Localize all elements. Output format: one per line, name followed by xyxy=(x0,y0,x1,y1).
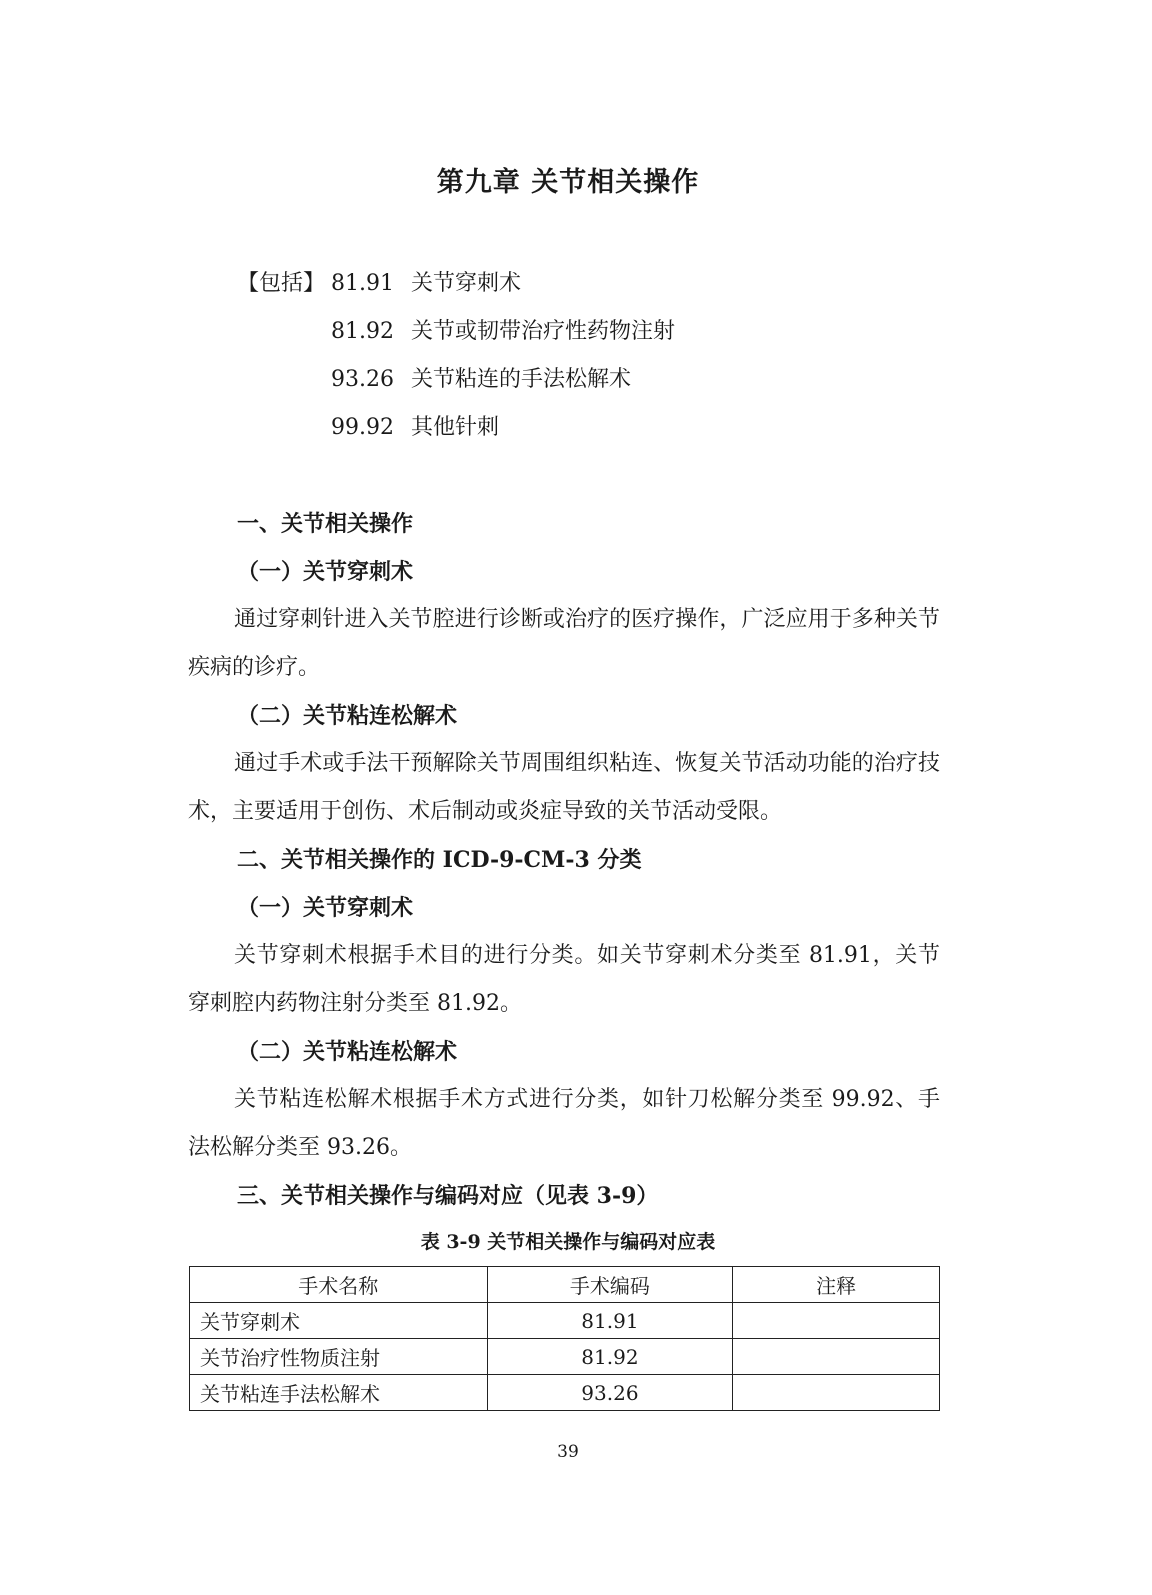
table-caption: 表 3-9 关节相关操作与编码对应表 xyxy=(420,1231,716,1253)
section-heading: 三、关节相关操作与编码对应（见表 3-9） xyxy=(237,1183,659,1209)
table-cell-name: 关节穿刺术 xyxy=(190,1303,488,1339)
table-cell-note xyxy=(733,1303,940,1339)
table-row xyxy=(190,1303,940,1339)
table-header-row xyxy=(190,1267,940,1303)
include-row xyxy=(237,362,631,398)
table-header-cell: 注释 xyxy=(733,1267,940,1303)
table-cell-code: 81.91 xyxy=(487,1303,733,1339)
table-cell-code: 93.26 xyxy=(487,1375,733,1411)
include-code: 99.92 xyxy=(331,415,394,440)
section-heading: 二、关节相关操作的 ICD-9-CM-3 分类 xyxy=(237,847,642,873)
table-header-cell: 手术编码 xyxy=(487,1267,733,1303)
paragraph: 通过穿刺针进入关节腔进行诊断或治疗的医疗操作，广泛应用于多种关节疾病的诊疗。 xyxy=(188,607,940,680)
paragraph: 关节粘连松解术根据手术方式进行分类，如针刀松解分类至 99.92、手法松解分类至 93.26。 xyxy=(188,1087,940,1160)
section-heading: 一、关节相关操作 xyxy=(237,511,414,537)
page-number: 39 xyxy=(557,1442,579,1462)
include-code: 93.26 xyxy=(331,367,394,392)
include-name: 关节穿刺术 xyxy=(411,271,522,296)
include-label: 【包括】 xyxy=(237,271,326,296)
paragraph: 通过手术或手法干预解除关节周围组织粘连、恢复关节活动功能的治疗技术，主要适用于创伤、术后制动或炎症导致的关节活动受限。 xyxy=(188,751,940,824)
subsection-heading: （一）关节穿刺术 xyxy=(237,895,414,921)
table-cell-code: 81.92 xyxy=(487,1339,733,1375)
table-header-cell: 手术名称 xyxy=(190,1267,488,1303)
include-row xyxy=(237,266,521,302)
include-name: 其他针刺 xyxy=(411,415,500,440)
table-cell-note xyxy=(733,1339,940,1375)
include-row xyxy=(237,314,675,350)
subsection-heading: （一）关节穿刺术 xyxy=(237,559,414,585)
include-row xyxy=(237,410,499,446)
table-row xyxy=(190,1375,940,1411)
include-code: 81.91 xyxy=(331,271,394,296)
chapter-title: 第九章 关节相关操作 xyxy=(436,167,700,198)
subsection-heading: （二）关节粘连松解术 xyxy=(237,703,458,729)
paragraph: 关节穿刺术根据手术目的进行分类。如关节穿刺术分类至 81.91，关节穿刺腔内药物注射分类至 81.92。 xyxy=(188,943,940,1016)
include-name: 关节或韧带治疗性药物注射 xyxy=(411,319,676,344)
table-cell-name: 关节粘连手法松解术 xyxy=(190,1375,488,1411)
table-cell-name: 关节治疗性物质注射 xyxy=(190,1339,488,1375)
table-row xyxy=(190,1339,940,1375)
include-name: 关节粘连的手法松解术 xyxy=(411,367,632,392)
include-code: 81.92 xyxy=(331,319,394,344)
code-table xyxy=(189,1266,940,1411)
table-cell-note xyxy=(733,1375,940,1411)
subsection-heading: （二）关节粘连松解术 xyxy=(237,1039,458,1065)
